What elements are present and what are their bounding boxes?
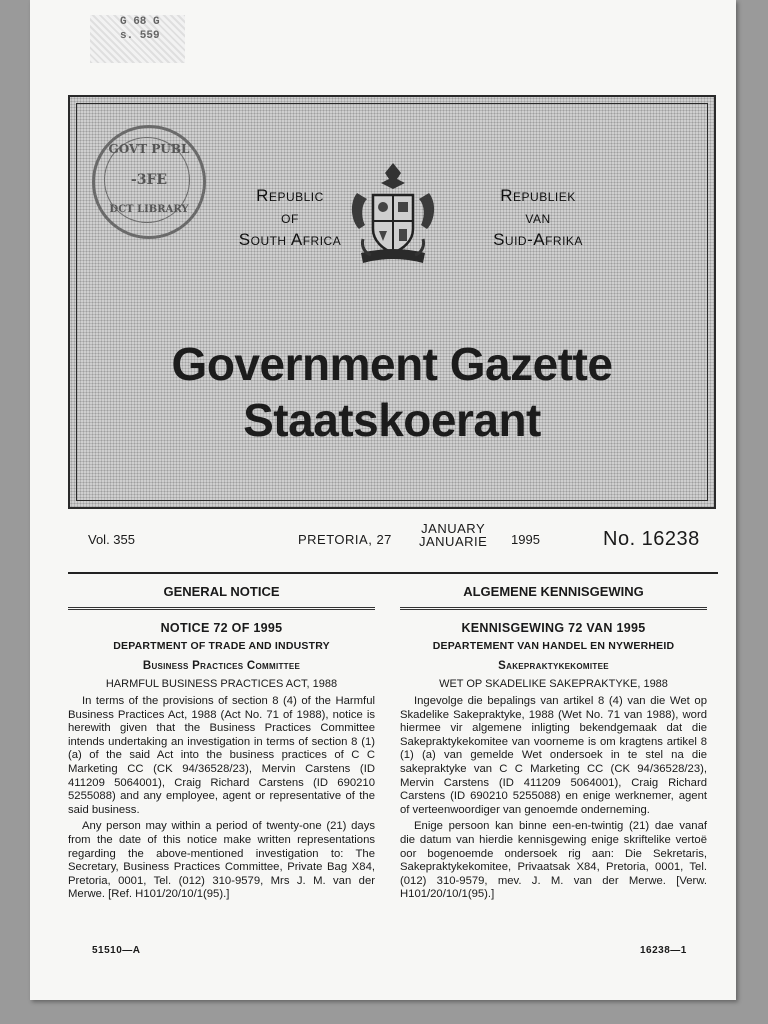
republic-af-line-3: Suid-Afrika	[493, 230, 583, 249]
stamp-line-2: s. 559	[120, 30, 160, 42]
afrikaans-section-heading: ALGEMENE KENNISGEWING	[400, 578, 707, 610]
gazette-title-afrikaans: Staatskoerant	[243, 394, 541, 446]
library-accession-stamp	[90, 15, 185, 63]
issue-year: 1995	[511, 532, 540, 547]
stamp-line-1: G 68 G	[120, 16, 160, 28]
afrikaans-paragraph-2: Enige persoon kan binne een-en-twintig (21) dae vanaf die datum van hierdie kennisgewing enige skriftelike vertoë oor bogenoemde ondersoek rig aan: Die Sekretaris, Sakepraktykekomitee, Privaatsak X84, Pretoria, 0001, Tel. (012) 310-9579, mev. J. M. van der Merwe. [Verw. H101/20/10/1(95).]	[400, 820, 707, 901]
month-afrikaans: JANUARIE	[419, 534, 488, 549]
afrikaans-act-title: WET OP SKADELIKE SAKEPRAKTYKE, 1988	[439, 678, 668, 691]
republic-label-af	[463, 185, 613, 251]
volume-number: Vol. 355	[88, 532, 135, 547]
afrikaans-paragraph-1: Ingevolge die bepalings van artikel 8 (4) van die Wet op Skadelike Sakepraktyke, 1988 (Wet No. 71 van 1988), word hiermee vir algemene inligting bekendgemaak dat die Sakepraktykekomitee van voorneme is om kragtens artikel 8 (1) (a) van gemelde Wet ondersoek in te stel na die sakepraktyke van C C Marketing CC (CK 94/36528/23), Mervin Carstens (ID 411209 5064001), Craig Richard Carstens (ID 690210 5255088) en enige werknemer, agent of verteenwoordiger van genoemde onderneming.	[400, 694, 707, 816]
english-paragraph-1: In terms of the provisions of section 8 (4) of the Harmful Business Practices Act, 1988 (Act No. 71 of 1988), notice is herewith given that the Business Practices Committee intends undertaking an investigation in terms of section 8 (1) (a) of the said Act into the business practices of C C Marketing CC (CK 94/36528/23), Mervin Carstens (ID 411209 5064001), Craig Richard Carstens (ID 690210 5255088) and any employee, agent or representative of the said business.	[68, 694, 375, 816]
coat-of-arms-icon	[343, 159, 443, 269]
gazette-title-english: Government Gazette	[171, 338, 613, 390]
english-reference-code: 51510—A	[92, 945, 141, 956]
seal-middle-text: -3FE	[130, 172, 168, 188]
afrikaans-committee: Sakepraktykekomitee	[498, 659, 609, 672]
month-english: JANUARY	[421, 521, 486, 536]
republic-en-line-2: of	[281, 208, 299, 227]
afrikaans-column	[400, 578, 707, 902]
republic-en-line-1: Republic	[256, 186, 324, 205]
english-notice-number: NOTICE 72 OF 1995	[160, 620, 283, 635]
seal-top-text: GOVT PUBL	[108, 142, 190, 156]
english-department: DEPARTMENT OF TRADE AND INDUSTRY	[113, 640, 330, 653]
english-paragraph-2: Any person may within a period of twenty-one (21) days from the date of this notice make written representations regarding the above-mentioned investigation to: The Secretary, Business Practices Committee, Private Bag X84, Pretoria, 0001, Tel. (012) 310-9579, Mrs J. M. van der Merwe. [Ref. H101/20/10/1(95).]	[68, 820, 375, 901]
gazette-page	[30, 0, 736, 1000]
seal-bottom-text: DCT LIBRARY	[109, 204, 189, 215]
issue-number: No. 16238	[603, 528, 700, 550]
afrikaans-notice-number: KENNISGEWING 72 VAN 1995	[461, 620, 646, 635]
issue-masthead	[68, 522, 718, 562]
republic-af-line-1: Republiek	[500, 186, 576, 205]
english-act-title: HARMFUL BUSINESS PRACTICES ACT, 1988	[105, 678, 338, 691]
afrikaans-department: DEPARTEMENT VAN HANDEL EN NYWERHEID	[432, 640, 675, 653]
issue-place-day: PRETORIA, 27	[298, 532, 392, 547]
republic-en-line-3: South Africa	[238, 230, 342, 249]
english-committee: Business Practices Committee	[142, 659, 301, 672]
afrikaans-reference-code: 16238—1	[640, 945, 687, 956]
english-column	[68, 578, 375, 902]
library-seal	[92, 125, 206, 239]
english-section-heading: GENERAL NOTICE	[68, 578, 375, 610]
issue-month	[419, 522, 487, 548]
republic-af-line-2: van	[525, 208, 551, 227]
masthead-rule	[68, 572, 718, 574]
gazette-banner	[68, 95, 716, 509]
